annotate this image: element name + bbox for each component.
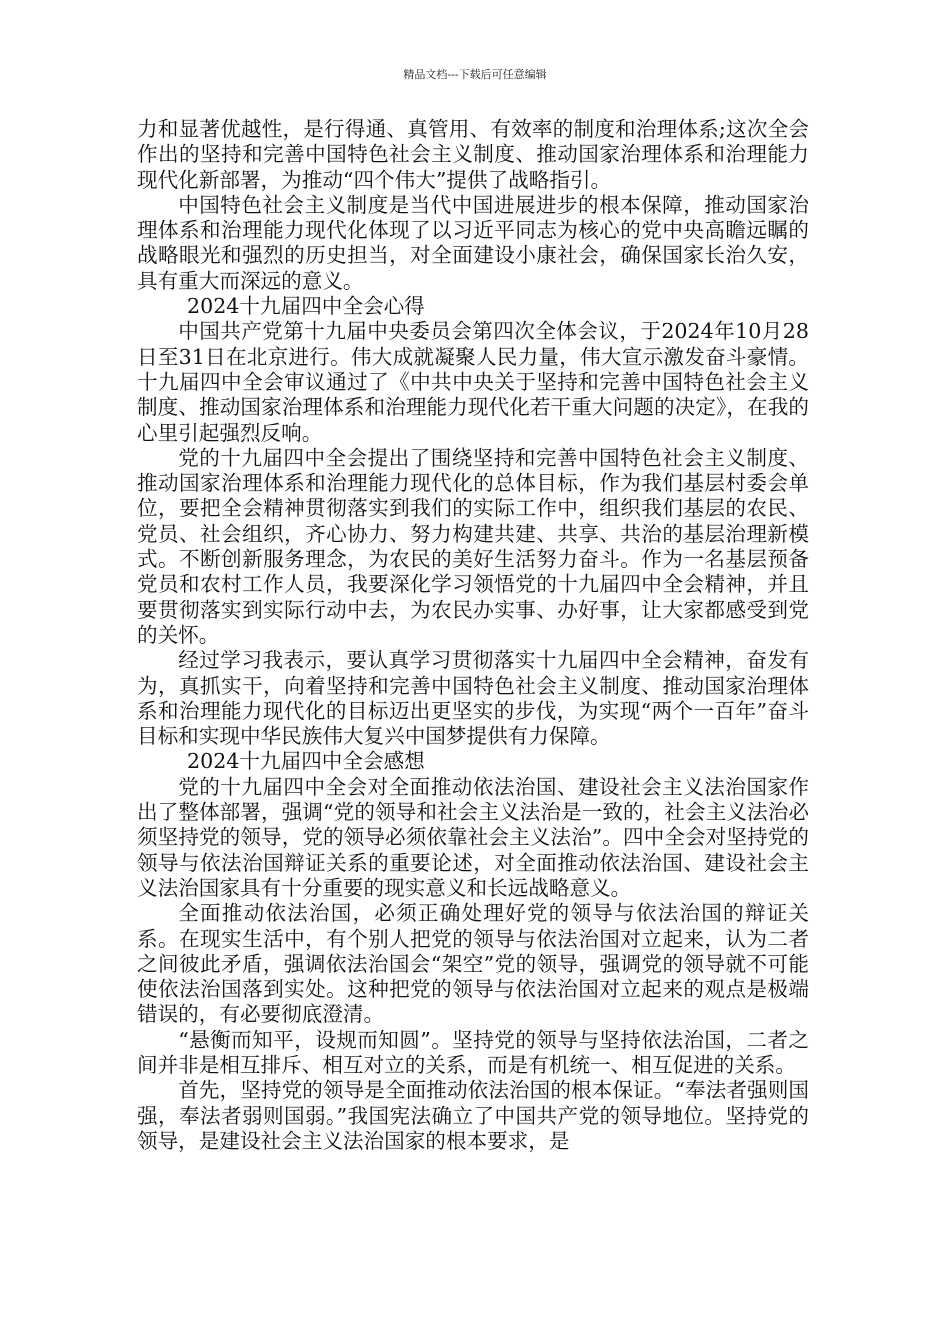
paragraph: 力和显著优越性，是行得通、真管用、有效率的制度和治理体系;这次全会作出的坚持和完善中国特色社会主义制度、推动国家治理体系和治理能力现代化新部署，为推动“四个伟大”提供了战略指引。 — [137, 117, 809, 192]
paragraph: 全面推动依法治国，必须正确处理好党的领导与依法治国的辩证关系。在现实生活中，有个别人把党的领导与依法治国对立起来，认为二者之间彼此矛盾，强调依法治国会“架空”党的领导，强调党的领导就不可能使依法治国落到实处。这种把党的领导与依法治国对立起来的观点是极端错误的，有必要彻底澄清。 — [137, 901, 809, 1027]
section-heading: 2024十九届四中全会心得 — [187, 294, 425, 319]
paragraph: 首先，坚持党的领导是全面推动依法治国的根本保证。“奉法者强则国强，奉法者弱则国弱。”我国宪法确立了中国共产党的领导地位。坚持党的领导，是建设社会主义法治国家的根本要求，是 — [137, 1078, 809, 1153]
section-heading: 2024十九届四中全会感想 — [187, 749, 425, 774]
paragraph: 中国特色社会主义制度是当代中国进展进步的根本保障，推动国家治理体系和治理能力现代化体现了以习近平同志为核心的党中央高瞻远瞩的战略眼光和强烈的历史担当，对全面建设小康社会，确保国家长治久安，具有重大而深远的意义。 — [137, 192, 809, 293]
page-header: 精品文档---下载后可任意编辑 — [403, 68, 547, 81]
document-body — [137, 117, 809, 1154]
paragraph: “悬衡而知平，设规而知圆”。坚持党的领导与坚持依法治国，二者之间并非是相互排斥、相互对立的关系，而是有机统一、相互促进的关系。 — [137, 1027, 809, 1077]
paragraph: 经过学习我表示，要认真学习贯彻落实十九届四中全会精神，奋发有为，真抓实干，向着坚持和完善中国特色社会主义制度、推动国家治理体系和治理能力现代化的目标迈出更坚实的步伐，为实现“两个一百年”奋斗目标和实现中华民族伟大复兴中国梦提供有力保障。 — [137, 648, 809, 749]
paragraph: 党的十九届四中全会对全面推动依法治国、建设社会主义法治国家作出了整体部署，强调“党的领导和社会主义法治是一致的，社会主义法治必须坚持党的领导，党的领导必须依靠社会主义法治”。四中全会对坚持党的领导与依法治国辩证关系的重要论述，对全面推动依法治国、建设社会主义法治国家具有十分重要的现实意义和长远战略意义。 — [137, 774, 809, 900]
paragraph: 党的十九届四中全会提出了围绕坚持和完善中国特色社会主义制度、推动国家治理体系和治理能力现代化的总体目标，作为我们基层村委会单位，要把全会精神贯彻落实到我们的实际工作中，组织我们基层的农民、党员、社会组织，齐心协力、努力构建共建、共享、共治的基层治理新模式。不断创新服务理念，为农民的美好生活努力奋斗。作为一名基层预备党员和农村工作人员，我要深化学习领悟党的十九届四中全会精神，并且要贯彻落实到实际行动中去，为农民办实事、办好事，让大家都感受到党的关怀。 — [137, 445, 809, 647]
paragraph: 中国共产党第十九届中央委员会第四次全体会议，于2024年10月28日至31日在北京进行。伟大成就凝聚人民力量，伟大宣示激发奋斗豪情。十九届四中全会审议通过了《中共中央关于坚持和完善中国特色社会主义制度、推动国家治理体系和治理能力现代化若干重大问题的决定》，在我的心里引起强烈反响。 — [137, 319, 809, 445]
